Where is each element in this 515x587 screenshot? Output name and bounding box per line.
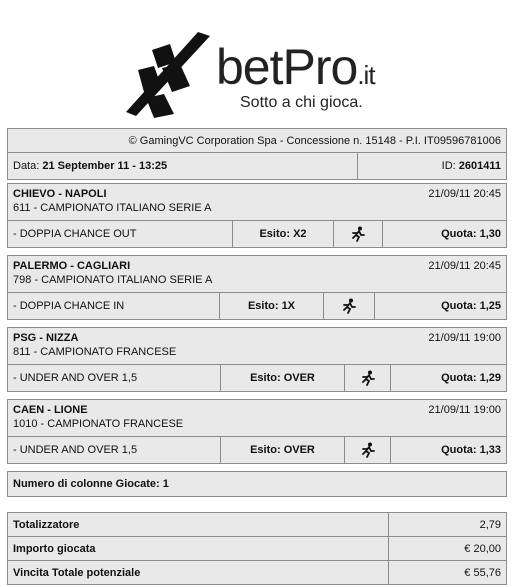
- runner-icon: [333, 221, 382, 247]
- bet-esito: Esito: OVER: [220, 365, 344, 391]
- totals-label: Totalizzatore: [13, 518, 80, 531]
- totals-row: [8, 536, 506, 560]
- bet-quota: Quota: 1,33: [390, 437, 506, 463]
- match-block: [7, 399, 507, 464]
- match-block: [7, 255, 507, 320]
- runner-icon: [344, 365, 390, 391]
- totals-label: Vincita Totale potenziale: [13, 566, 141, 579]
- bet-type: - UNDER AND OVER 1,5: [13, 444, 138, 456]
- match-datetime: 21/09/11 20:45: [428, 260, 501, 272]
- betpro-logo-icon: [118, 26, 228, 122]
- brand-logo: [118, 26, 408, 122]
- match-block: [7, 183, 507, 248]
- totals-table: [7, 512, 507, 585]
- brand-name: betPro.it: [216, 39, 375, 95]
- match-teams: CAEN - LIONE: [13, 404, 88, 416]
- match-datetime: 21/09/11 19:00: [428, 404, 501, 416]
- match-league: 811 - CAMPIONATO FRANCESE: [13, 346, 177, 358]
- bet-quota: Quota: 1,30: [382, 221, 506, 247]
- match-league: 798 - CAMPIONATO ITALIANO SERIE A: [13, 274, 213, 286]
- match-teams: CHIEVO - NAPOLI: [13, 188, 107, 200]
- bet-type: - DOPPIA CHANCE OUT: [13, 228, 137, 240]
- bet-type: - UNDER AND OVER 1,5: [13, 372, 138, 384]
- brand-tagline: Sotto a chi gioca.: [240, 94, 363, 111]
- bet-quota: Quota: 1,29: [390, 365, 506, 391]
- bet-type: - DOPPIA CHANCE IN: [13, 300, 125, 312]
- totals-value: 2,79: [388, 513, 506, 536]
- id-cell: ID: 2601411: [357, 153, 506, 179]
- runner-icon: [344, 437, 390, 463]
- match-datetime: 21/09/11 20:45: [428, 188, 501, 200]
- match-teams: PSG - NIZZA: [13, 332, 79, 344]
- totals-value: € 20,00: [388, 537, 506, 560]
- bet-esito: Esito: 1X: [219, 293, 323, 319]
- match-block: [7, 327, 507, 392]
- id-value: 2601411: [458, 160, 501, 172]
- runner-icon: [323, 293, 374, 319]
- columns-played-box: [7, 471, 507, 497]
- company-info: © GamingVC Corporation Spa - Concessione n. 15148 - P.I. IT09596781006: [128, 134, 501, 147]
- columns-played: Numero di colonne Giocate: 1: [13, 478, 169, 490]
- totals-label: Importo giocata: [13, 542, 96, 555]
- match-teams: PALERMO - CAGLIARI: [13, 260, 131, 272]
- bet-esito: Esito: OVER: [220, 437, 344, 463]
- date-value: 21 September 11 - 13:25: [42, 160, 168, 172]
- match-league: 1010 - CAMPIONATO FRANCESE: [13, 418, 184, 430]
- bet-quota: Quota: 1,25: [374, 293, 506, 319]
- totals-row: [8, 560, 506, 584]
- match-datetime: 21/09/11 19:00: [428, 332, 501, 344]
- date-cell: Data: 21 September 11 - 13:25: [13, 160, 168, 172]
- match-league: 611 - CAMPIONATO ITALIANO SERIE A: [13, 202, 212, 214]
- ticket-header: [7, 128, 507, 180]
- totals-value: € 55,76: [388, 561, 506, 584]
- bet-esito: Esito: X2: [232, 221, 333, 247]
- totals-row: [8, 513, 506, 536]
